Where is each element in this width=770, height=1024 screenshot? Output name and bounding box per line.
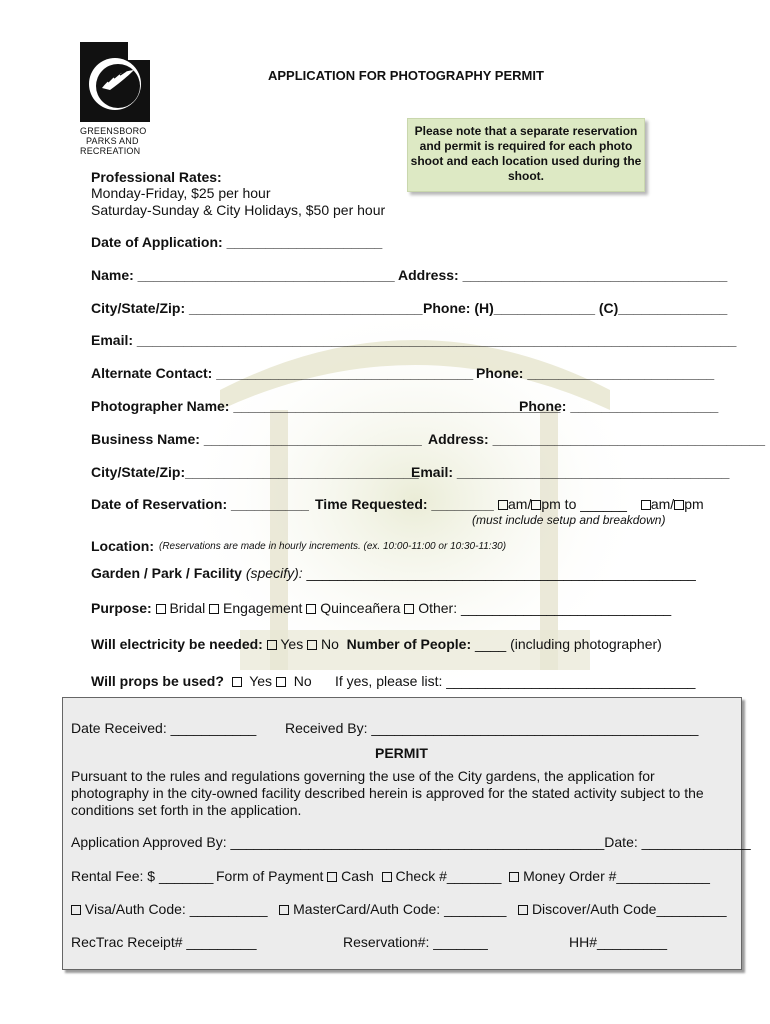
electricity-yes-label: Yes (280, 636, 304, 652)
end-pm-label: pm (684, 496, 704, 512)
rates-heading: Professional Rates: (91, 169, 222, 185)
props-yes-checkbox[interactable] (232, 677, 242, 687)
name-field[interactable]: Name: _________________________________ (91, 267, 395, 283)
form-of-payment-label: Form of Payment (216, 868, 324, 884)
address-field[interactable]: Address: __________________________________ (398, 267, 728, 283)
discover-auth-field[interactable]: Discover/Auth Code_________ (531, 901, 727, 917)
business-city-state-zip-field[interactable]: City/State/Zip:______________________________ (91, 464, 419, 480)
setup-note: (must include setup and breakdown) (472, 513, 666, 527)
number-of-people-field[interactable]: ____ (including photographer) (475, 636, 662, 652)
permit-heading: PERMIT (375, 745, 428, 761)
start-am-label: am/ (508, 496, 532, 512)
photographer-phone-field[interactable]: Phone: ___________________ (519, 398, 719, 414)
received-by-field[interactable]: Received By: __________________________________________ (285, 720, 699, 736)
start-pm-checkbox[interactable] (531, 500, 541, 510)
props-yes-label: Yes (249, 673, 273, 689)
business-name-field[interactable]: Business Name: ____________________________ (91, 431, 422, 447)
quinceanera-label: Quinceañera (320, 600, 401, 616)
end-am-checkbox[interactable] (641, 500, 651, 510)
other-label: Other: ___________________________ (418, 600, 672, 616)
date-of-application-field[interactable]: Date of Application: ____________________ (91, 234, 383, 250)
rates-weekend: Saturday-Sunday & City Holidays, $50 per hour (91, 202, 386, 218)
garden-facility-field[interactable] (91, 565, 696, 581)
garden-line: __________________________________________________ (306, 565, 696, 581)
electricity-no-label: No (320, 636, 339, 652)
phone-home-cell-field[interactable]: Phone: (H)_____________ (C)______________ (423, 300, 728, 316)
date-received-field[interactable]: Date Received: ___________ (71, 720, 257, 736)
rental-fee-field[interactable]: Rental Fee: $ _______ (71, 868, 214, 884)
visa-checkbox[interactable] (71, 905, 81, 915)
time-ampm-group (498, 496, 704, 512)
business-address-field[interactable]: Address: ___________________________________ (428, 431, 766, 447)
bridal-label: Bridal (169, 600, 206, 616)
business-email-field[interactable]: Email: ___________________________________ (411, 464, 730, 480)
props-list-field[interactable]: If yes, please list: ________________________________ (334, 673, 696, 689)
approved-by-field[interactable]: Application Approved By: ________________________________________________Date: ______________ (71, 834, 751, 850)
check-field[interactable]: Check #_______ (395, 868, 502, 884)
greensboro-parks-logo (80, 42, 150, 122)
start-pm-label: pm to ______ (541, 496, 627, 512)
city-state-zip-field[interactable]: City/State/Zip: ______________________________ (91, 300, 423, 316)
mastercard-checkbox[interactable] (279, 905, 289, 915)
logo-line-2: PARKS AND (86, 136, 139, 146)
engagement-label: Engagement (223, 600, 303, 616)
separate-permit-note: Please note that a separate reservation and permit is required for each photo shoot and each location used during the shoot. (407, 118, 645, 192)
check-checkbox[interactable] (382, 872, 392, 882)
cash-checkbox[interactable] (327, 872, 337, 882)
quinceanera-checkbox[interactable] (306, 604, 316, 614)
cash-label: Cash (341, 868, 374, 884)
end-am-label: am/ (650, 496, 675, 512)
location-label: Location: (91, 538, 154, 554)
email-field[interactable]: Email: _____________________________________________________________________________ (91, 332, 737, 348)
rates-weekday: Monday-Friday, $25 per hour (91, 185, 271, 201)
engagement-checkbox[interactable] (209, 604, 219, 614)
electricity-no-checkbox[interactable] (307, 640, 317, 650)
hh-number-field[interactable]: HH#_________ (569, 934, 668, 950)
props-row (91, 673, 695, 689)
start-am-checkbox[interactable] (498, 500, 508, 510)
number-of-people-label: Number of People: (346, 636, 472, 652)
logo-line-3: RECREATION (80, 146, 141, 156)
alternate-contact-field[interactable]: Alternate Contact: _________________________________ (91, 365, 474, 381)
form-of-payment-row (216, 868, 710, 884)
money-order-field[interactable]: Money Order #____________ (523, 868, 710, 884)
logo-text (80, 126, 156, 156)
props-label: Will props be used? (91, 673, 224, 689)
time-requested-field[interactable]: Time Requested: ________ (315, 496, 494, 512)
rectrac-receipt-field[interactable]: RecTrac Receipt# _________ (71, 934, 257, 950)
photographer-name-field[interactable]: Photographer Name: __________________________________________ (91, 398, 561, 414)
electricity-yes-checkbox[interactable] (267, 640, 277, 650)
card-row (71, 901, 727, 917)
permit-office-box (62, 697, 751, 970)
purpose-row (91, 600, 671, 616)
alternate-phone-field[interactable]: Phone: ________________________ (476, 365, 715, 381)
money-order-checkbox[interactable] (509, 872, 519, 882)
logo-line-1: GREENSBORO (80, 126, 147, 136)
mastercard-auth-field[interactable]: MasterCard/Auth Code: ________ (293, 901, 507, 917)
permit-text: Pursuant to the rules and regulations governing the use of the City gardens, the application for photography in the city-owned facility described herein is approved for the stated activity subject to the conditions set forth in the application. (71, 768, 704, 818)
props-no-label: No (293, 673, 312, 689)
garden-label: Garden / Park / Facility (91, 565, 242, 581)
purpose-label: Purpose: (91, 600, 152, 616)
bridal-checkbox[interactable] (156, 604, 166, 614)
reservation-number-field[interactable]: Reservation#: _______ (343, 934, 488, 950)
garden-specify: (specify): (245, 565, 303, 581)
electricity-row (91, 636, 662, 652)
form-title: APPLICATION FOR PHOTOGRAPHY PERMIT (268, 68, 544, 83)
location-note: (Reservations are made in hourly increments. (ex. 10:00-11:00 or 10:30-11:30) (159, 541, 507, 552)
other-checkbox[interactable] (404, 604, 414, 614)
date-of-reservation-field[interactable]: Date of Reservation: __________ (91, 496, 309, 512)
electricity-label: Will electricity be needed: (91, 636, 263, 652)
props-no-checkbox[interactable] (276, 677, 286, 687)
visa-auth-field[interactable]: Visa/Auth Code: __________ (84, 901, 268, 917)
discover-checkbox[interactable] (518, 905, 528, 915)
end-pm-checkbox[interactable] (674, 500, 684, 510)
